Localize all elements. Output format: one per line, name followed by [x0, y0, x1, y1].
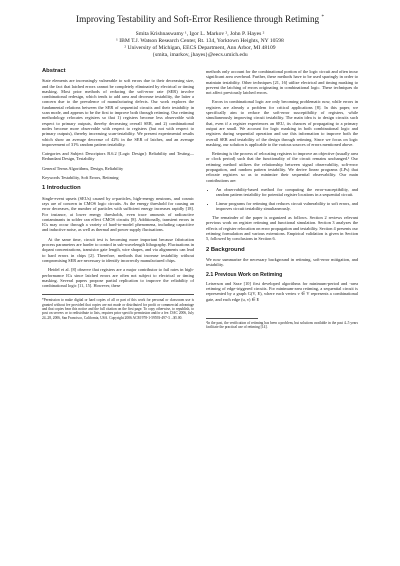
- contributions-list: [206, 187, 358, 211]
- right-column: [206, 69, 358, 330]
- title-text: Improving Testability and Soft-Error Resilience through Retiming: [76, 14, 320, 24]
- right-paragraph-3: Retiming is the process of relocating registers to improve an objective (usually area or clock period) such that the functionality of the circuit remains unchanged.¹ Our retiming method utilizes the relationship between signal observability, soft-error propagation, and random pattern testability. We derive linear programs (LPs) that relocate registers so as to minimize their sequential observability. Our main contributions are:: [206, 151, 358, 183]
- affiliation-1: ¹ IBM T.J. Watson Research Center, Rt. 134, Yorktown Heights, NY 10598: [116, 38, 284, 44]
- left-column: [42, 69, 194, 330]
- retiming-paragraph: Leiserson and Saxe [10] first developed algorithms for minimum-period and -area retiming of edge-triggered circuits. For minimum-area retiming, a sequential circuit is represented by a graph G(V, E), where each vertex v ∈ V represents a combinational gate, and each edge (u, v) ∈ E: [206, 280, 358, 302]
- general-terms-line: General Terms Algorithms, Design, Reliability: [42, 165, 124, 171]
- keywords-line: Keywords Testability, Soft Errors, Retiming: [42, 175, 119, 181]
- paper-title: [42, 14, 358, 24]
- retiming-footnote: ¹In the past, the verification of retiming has been a problem, but solutions available in the past 4–5 years facilitate the practical use of retiming [14].: [206, 320, 358, 330]
- contribution-item: • Linear programs for retiming that reduces circuit vulnerability to soft errors, and improves circuit testability simultaneously.: [216, 201, 358, 212]
- abstract-text: State elements are increasingly vulnerable to soft errors due to their decreasing size, and the fact that latched errors cannot be completely eliminated by electrical or timing masking. Most prior methods of reducing the soft-error rate (SER) involve combinational redesign, which tends to add area and decrease testability, the latter a concern due to the prevalence of manufacturing defects. Our work explores the fundamental relations between the SER of sequential circuits and their testability in scan mode, and appears to be the first to improve both through retiming. Our retiming methodology relocates registers so that 1) registers become less observable with respect to primary outputs, thereby decreasing overall SER, and 2) combinational nodes become more observable with respect to registers (but not with respect to primary outputs), thereby increasing scan-testability. We present experimental results which show an average decrease of 42% in the SER of latches, and an average improvement of 31% random pattern testability.: [42, 78, 194, 147]
- section-heading-background: 2 Background: [206, 246, 245, 253]
- background-paragraph: We now summarize the necessary background in retiming, soft-error mitigation, and testability.: [206, 256, 358, 268]
- right-paragraph-4: The remainder of the paper is organized as follows. Section 2 reviews relevant previous work on register retiming and functional simulation. Section 3 analyzes the effects of register relocation on error propagation and testability. Section 4 presents our retiming formulation and various extensions. Empirical validation is given in Section 5, followed by conclusions in Section 6.: [206, 215, 358, 242]
- section-heading-introduction: 1 Introduction: [42, 185, 81, 192]
- permission-footnote: *Permission to make digital or hard copies of all or part of this work for personal or classroom use is granted without fee provided that copies are not made or distributed for profit or commercial advantage and that copies bear this notice and the full citation on the first page. To copy otherwise, to republish, to post on servers or to redistribute to lists, requires prior specific permission and/or a fee. DAC 2006, July 24–28, 2006, San Francisco, California, USA. Copyright 2006 ACM 978-1-59593-497-3 ...$5.00.: [42, 294, 194, 319]
- right-paragraph-2: Errors in combinational logic are only becoming problematic now, while errors in registers are already a problem for critical applications [8]. In this paper, we specifically aim to reduce the soft-error susceptibility of registers, while simultaneously improving circuit testability. The main idea is to design circuits such that, even if a register experiences an SEU, its chances of propagating to a primary output are small. We account for logic masking in both combinational logic and registers during sequential operation and use this information to improve both the overall SER and testability of the design through retiming. Since we focus on logic masking, our solution is applicable to the various sources of errors mentioned above.: [206, 99, 358, 147]
- affiliation-2: ² University of Michigan, EECS Department, Ann Arbor, MI 48109: [124, 45, 276, 51]
- intro-paragraph-2: At the same time, circuit test is becoming more important because fabrication process parameters are harder to control in sub-wavelength lithography. Fluctuations in dopant concentrations, transistor gate length, wire shapes, and via alignments can lead to hard errors in chips [2]. Therefore, methods that increase testability without compromising SER are necessary to identify incorrectly manufactured chips.: [42, 236, 194, 263]
- footnote-rule: [206, 318, 258, 319]
- subsection-heading-retiming: 2.1 Previous Work on Retiming: [206, 271, 283, 278]
- title-footnote-mark: *: [321, 14, 324, 20]
- intro-paragraph-3: Heidel et al. [8] observe that registers are a major contributor to fail rates in high-performance ICs since latched errors are often not subject to electrical or timing masking. Several papers propose partial replication to improve the reliability of combinational logic [11, 15]. However, these: [42, 267, 194, 289]
- contribution-item: • An observability-based method for computing the error-susceptibility, and random pattern testability for potential register locations in a sequential circuit.: [216, 187, 358, 198]
- author-names: Smita Krishnaswamy ¹, Igor L. Markov ², John P. Hayes ²: [135, 31, 265, 37]
- categories-line: Categories and Subject Descriptors B.6.2 [Logic Design]: Reliability and Testing—Redundant Design, Testability: [42, 151, 194, 162]
- author-emails: {smita, imarkov, jhayes}@eecs.umich.edu: [152, 52, 248, 58]
- right-paragraph-1: methods only account for the combinational portion of the logic circuit and often incur significant area overhead. Further, these methods have to be used sparingly in order to maintain testability. Other techniques [21, 16] utilize electrical and timing masking to prevent the latching of errors originating in combinational logic. These techniques do not affect previously latched errors.: [206, 69, 358, 96]
- two-column-body: [42, 69, 358, 330]
- abstract-heading: Abstract: [42, 68, 66, 74]
- intro-paragraph-1: Single-event upsets (SEUs) caused by α-particles, high-energy neutrons, and cosmic rays are of concern in CMOS logic circuits. As the energy threshold for causing an error decreases, the number of particles with sufficient energy increases rapidly [18]. For instance, at lower energy thresholds, even trace amounts of radioactive contaminants in solder can effect CMOS circuits [8]. Additionally, transient errors in ICs may occur through a variety of hard-to-model phenomena, including capacitive and inductive noise, as well as thermal and power supply fluctuations.: [42, 195, 194, 233]
- author-block: [42, 31, 358, 59]
